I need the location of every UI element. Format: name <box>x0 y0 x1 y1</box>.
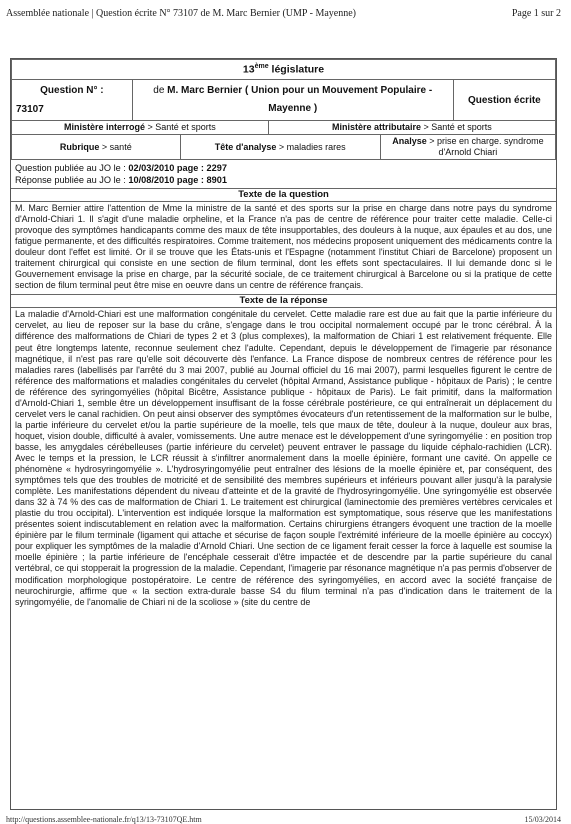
tete-analyse-value: > maladies rares <box>276 141 346 152</box>
page-footer-url[interactable]: http://questions.assemblee-nationale.fr/q13/13-73107QE.htm <box>6 815 202 824</box>
question-publication-date: 02/03/2010 page : 2297 <box>128 163 227 173</box>
page-footer-date: 15/03/2014 <box>524 815 561 824</box>
analyse-value: > prise en charge. syndrome d'Arnold Chiari <box>426 136 544 157</box>
rubrique <box>12 135 181 160</box>
question-text: M. Marc Bernier attire l'attention de Mme la ministre de la santé et des sports sur la prise en charge dans notre pays du syndrome d'Arnold-Chiari 1. Il s'agit d'une maladie orpheline, et la France n'a pas de centre de référence pour traiter cette maladie. Celle-ci provoque des symptômes handicapants comme des maux de tête insupportables, des douleurs à la nuque, aux épaules et au dos, une fatigue permanente, et des difficultés respiratoires. Comme traitement, nos médecins proposent uniquement des médicaments contre la douleur dont l'effet est limité. Or il se trouve que les États-unis et l'Espagne (notamment l'institut Chiari de Barcelone) proposent un traitement chirurgical qui consiste en une section de filum terminal, dont les effets sont spectaculaires. Il lui demande donc si le Gouvernement envisage la prise en charge, par la sécurité sociale, de ce traitement chirurgical à Barcelone ou si la pratique de cette section de filum terminal peut être mise en oeuvre dans un centre de référence français. <box>15 203 552 291</box>
question-header-table <box>11 59 556 160</box>
ministere-interroge-label: Ministère interrogé <box>63 122 145 132</box>
deputy-cell <box>132 80 453 121</box>
deputy-name: M. Marc Bernier <box>167 85 243 96</box>
legislature-label: législature <box>271 63 325 76</box>
ministere-attributaire <box>268 121 555 135</box>
page-number: Page 1 sur 2 <box>511 8 561 19</box>
question-type: Question écrite <box>453 80 555 121</box>
tete-analyse-label: Tête d'analyse <box>214 141 277 152</box>
rubrique-value: > santé <box>99 141 132 152</box>
analyse <box>380 135 555 160</box>
question-publication <box>15 163 552 175</box>
analyse-label: Analyse <box>392 136 427 146</box>
page-header-title: Assemblée nationale | Question écrite N° 73107 de M. Marc Bernier (UMP - Mayenne) <box>6 8 356 19</box>
ministere-interroge-value: > Santé et sports <box>144 122 216 132</box>
question-number: 73107 <box>16 104 44 115</box>
question-text-heading: Texte de la question <box>11 189 556 202</box>
ministere-attributaire-value: > Santé et sports <box>420 122 492 132</box>
legislature-ordinal: ème <box>254 63 269 71</box>
reponse-publication <box>15 175 552 187</box>
question-number-cell <box>12 80 133 121</box>
ministere-attributaire-label: Ministère attributaire <box>331 122 421 132</box>
reponse-text-heading: Texte de la réponse <box>11 294 556 308</box>
ministere-interroge <box>12 121 269 135</box>
tete-analyse <box>180 135 380 160</box>
deputy-prefix: de <box>153 85 168 96</box>
question-number-label: Question N° : <box>40 85 104 96</box>
question-publication-prefix: Question publiée au JO le : <box>15 163 129 173</box>
publication-info <box>11 160 556 189</box>
reponse-publication-date: 10/08/2010 page : 8901 <box>128 174 227 185</box>
deputy-group: ( Union pour un Mouvement Populaire - Mayenne ) <box>244 85 433 114</box>
legislature-number: 13 <box>242 63 255 76</box>
question-sheet <box>10 58 557 810</box>
reponse-text: La maladie d'Arnold-Chiari est une malformation congénitale du cervelet. Cette maladie rare est due au fait que la partie inférieure du cervelet, au lieu de reposer sur la base du crâne, s'engage dans le trou occipital normalement occupé par le tronc cérébral. À la différence des malformations de Chiari de types 2 et 3 (plus complexes), la malformation de Chiari 1 est relativement fréquente. Elle peut être longtemps latente, reconnue seulement chez l'adulte. Cependant, depuis le développement de l'imagerie par résonance magnétique, il n'est pas rare qu'elle soit découverte dès l'enfance. La France dispose de nombreux centres de référence pour les maladies rares (labellisés par l'arrêté du 3 mai 2007, publié au Journal officiel du 16 mai 2007), parmi lesquelles figurent le centre de référence des malformations et maladies congénitales du cervelet (hôpital Armand, Assistance publique - hôpitaux de Paris) ; le centre de référence des syringomyélies (hôpital Bicêtre, Assistance publique - hôpitaux de Paris). Le fait primitif, dans la malformation d'Arnold-Chiari 1, semble être un développement insuffisant de la fosse cérébrale postérieure, ce qui entraînerait un déplacement du cervelet vers le canal rachidien. On peut ainsi observer des symptômes évocateurs d'un retentissement de la malformation sur le bulbe, la partie inférieure du cervelet et/ou la partie supérieure de la moelle, tels que maux de tête, douleur à la nuque, douleur aux bras, hoquet, vision double, difficulté à avaler, vomissements. Une autre menace est le développement d'une syringomyélie : en position trop basse, les amygdales cérébelleuses (partie inférieure du cervelet) peuvent entraver le passage du liquide céphalo-rachidien (LCR). Avec le temps et la pression, le LCR réussit à s'infiltrer anormalement dans la moelle épinière, formant une cavité. On appelle ce phénomène « hydrosyringomyélie ». L'hydrosyringomyélie peut entraîner des lésions de la moelle épinière et, par conséquent, des symptômes tels que des troubles de motricité et de sensibilité des membres supérieurs et inférieurs pouvant aller jusqu'à la paralysie complète. Les manifestations dépendent du niveau d'atteinte et de la gravité de l'hydrosyringomyélie. Une syringomyélie est observée dans 32 à 74 % des cas de malformation de Chiari 1. Le traitement est chirurgical (laminectomie des premières vertèbres cervicales et plastie du trou occipital). L'intervention est indiquée lorsque la malformation est symptomatique, sous réserve que les manifestations présentes soient indiscutablement en relation avec la malformation. Certains chirurgiens étrangers évoquent une traction de la moelle épinière par le filum terminale (ligament qui attache et sécurise de façon souple l'extrémité inférieure de la moelle épinière au coccyx) pour expliquer les symptômes de la maladie d'Arnold Chiari. Une section de ce ligament ferait cesser la force à laquelle est soumise la moelle épinière ; la partie inférieure de l'encéphale cesserait d'être impactée et de descendre par la partie supérieure du canal vertébral, ce qui stopperait la progression de la maladie. Cependant, l'imagerie par résonance magnétique n'a pas permis d'observer de modification morphologique postopératoire. Le centre de référence des syringomyélies, en accord avec la société française de neurochirurgie, affirme que « la section extra-durale basse S4 du filum terminal n'a pas d'indication dans le traitement de la syringomyélie, de l'anomalie de Chiari ni de la scoliose » (site du centre de <box>15 309 552 607</box>
reponse-publication-prefix: Réponse publiée au JO le : <box>15 174 129 185</box>
legislature-heading <box>12 60 556 80</box>
rubrique-label: Rubrique <box>59 141 100 152</box>
